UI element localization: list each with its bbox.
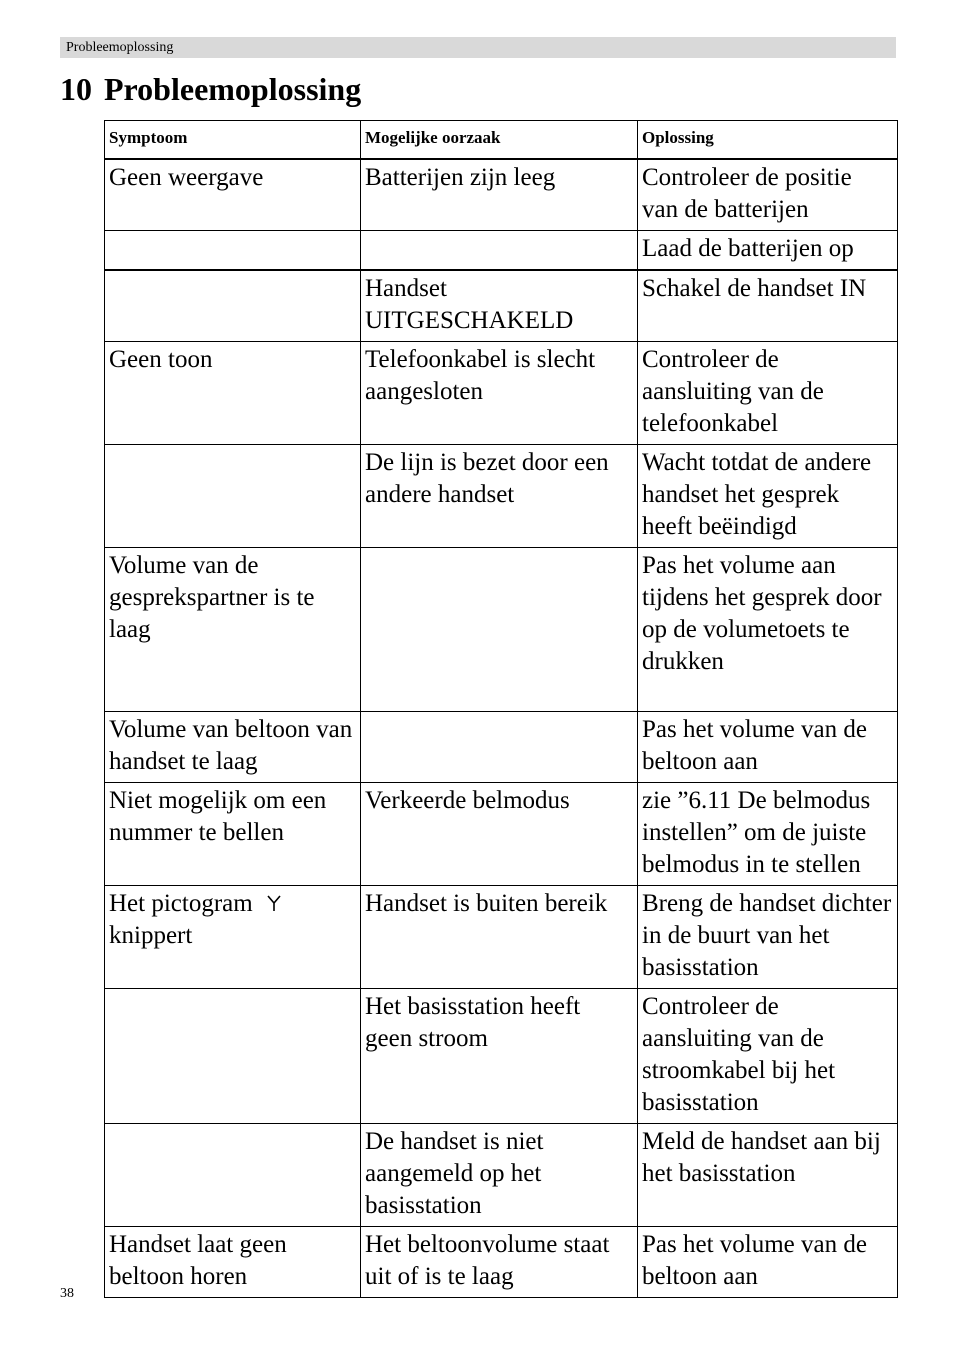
table-row xyxy=(105,712,898,783)
cell-solution: zie ”6.11 De belmodus instellen” om de juiste belmodus in te stellen xyxy=(638,783,898,886)
cell-solution: Breng de handset dichter in de buurt van het basisstation xyxy=(638,886,898,989)
cell-cause: Batterijen zijn leeg xyxy=(361,159,638,231)
cell-solution: Controleer de aansluiting van de telefoonkabel xyxy=(638,342,898,445)
cell-solution: Pas het volume aan tijdens het gesprek door op de volumetoets te drukken xyxy=(638,548,898,712)
cell-cause xyxy=(361,548,638,712)
table-row xyxy=(105,270,898,342)
cell-cause: Het basisstation heeft geen stroom xyxy=(361,989,638,1124)
cell-symptom: Handset laat geen beltoon horen xyxy=(105,1227,361,1298)
table-row xyxy=(105,342,898,445)
table-row xyxy=(105,548,898,712)
table-row xyxy=(105,1227,898,1298)
troubleshooting-table xyxy=(104,120,898,1298)
cell-symptom: Geen toon xyxy=(105,342,361,445)
cell-symptom xyxy=(105,989,361,1124)
cell-solution: Controleer de positie van de batterijen xyxy=(638,159,898,231)
cell-cause: De handset is niet aangemeld op het basisstation xyxy=(361,1124,638,1227)
table-row xyxy=(105,445,898,548)
cell-symptom xyxy=(105,270,361,342)
cell-solution: Wacht totdat de andere handset het gesprek heeft beëindigd xyxy=(638,445,898,548)
cell-symptom: Volume van de gesprekspartner is te laag xyxy=(105,548,361,712)
cell-solution: Controleer de aansluiting van de stroomkabel bij het basisstation xyxy=(638,989,898,1124)
cell-cause: De lijn is bezet door een andere handset xyxy=(361,445,638,548)
cell-symptom: Geen weergave xyxy=(105,159,361,231)
table-row xyxy=(105,159,898,231)
page-title xyxy=(60,68,361,110)
chapter-number: 10 xyxy=(60,71,92,107)
cell-symptom: Volume van beltoon van handset te laag xyxy=(105,712,361,783)
symptom-text: Het pictogram xyxy=(109,890,253,917)
chapter-title: Probleemoplossing xyxy=(104,71,362,107)
cell-solution: Meld de handset aan bij het basisstation xyxy=(638,1124,898,1227)
cell-cause xyxy=(361,712,638,783)
antenna-signal-icon xyxy=(267,894,281,912)
table-header-row xyxy=(105,121,898,160)
header-oorzaak: Mogelijke oorzaak xyxy=(361,121,638,160)
cell-symptom xyxy=(105,886,361,989)
cell-solution: Laad de batterijen op xyxy=(638,231,898,271)
cell-cause: Het beltoonvolume staat uit of is te laag xyxy=(361,1227,638,1298)
symptom-text-suffix: knippert xyxy=(109,922,193,949)
cell-symptom xyxy=(105,1124,361,1227)
cell-cause: Verkeerde belmodus xyxy=(361,783,638,886)
running-header: Probleemoplossing xyxy=(60,37,896,58)
table-row xyxy=(105,783,898,886)
cell-solution: Pas het volume van de beltoon aan xyxy=(638,1227,898,1298)
header-oplossing: Oplossing xyxy=(638,121,898,160)
cell-solution: Schakel de handset IN xyxy=(638,270,898,342)
cell-symptom: Niet mogelijk om een nummer te bellen xyxy=(105,783,361,886)
table-row xyxy=(105,989,898,1124)
cell-symptom xyxy=(105,231,361,271)
table-row xyxy=(105,1124,898,1227)
table-row xyxy=(105,231,898,271)
cell-symptom xyxy=(105,445,361,548)
header-symptoom: Symptoom xyxy=(105,121,361,160)
cell-solution: Pas het volume van de beltoon aan xyxy=(638,712,898,783)
page-number: 38 xyxy=(60,1286,74,1301)
cell-cause: Handset UITGESCHAKELD xyxy=(361,270,638,342)
cell-cause: Handset is buiten bereik xyxy=(361,886,638,989)
cell-cause xyxy=(361,231,638,271)
table-row xyxy=(105,886,898,989)
cell-cause: Telefoonkabel is slecht aangesloten xyxy=(361,342,638,445)
